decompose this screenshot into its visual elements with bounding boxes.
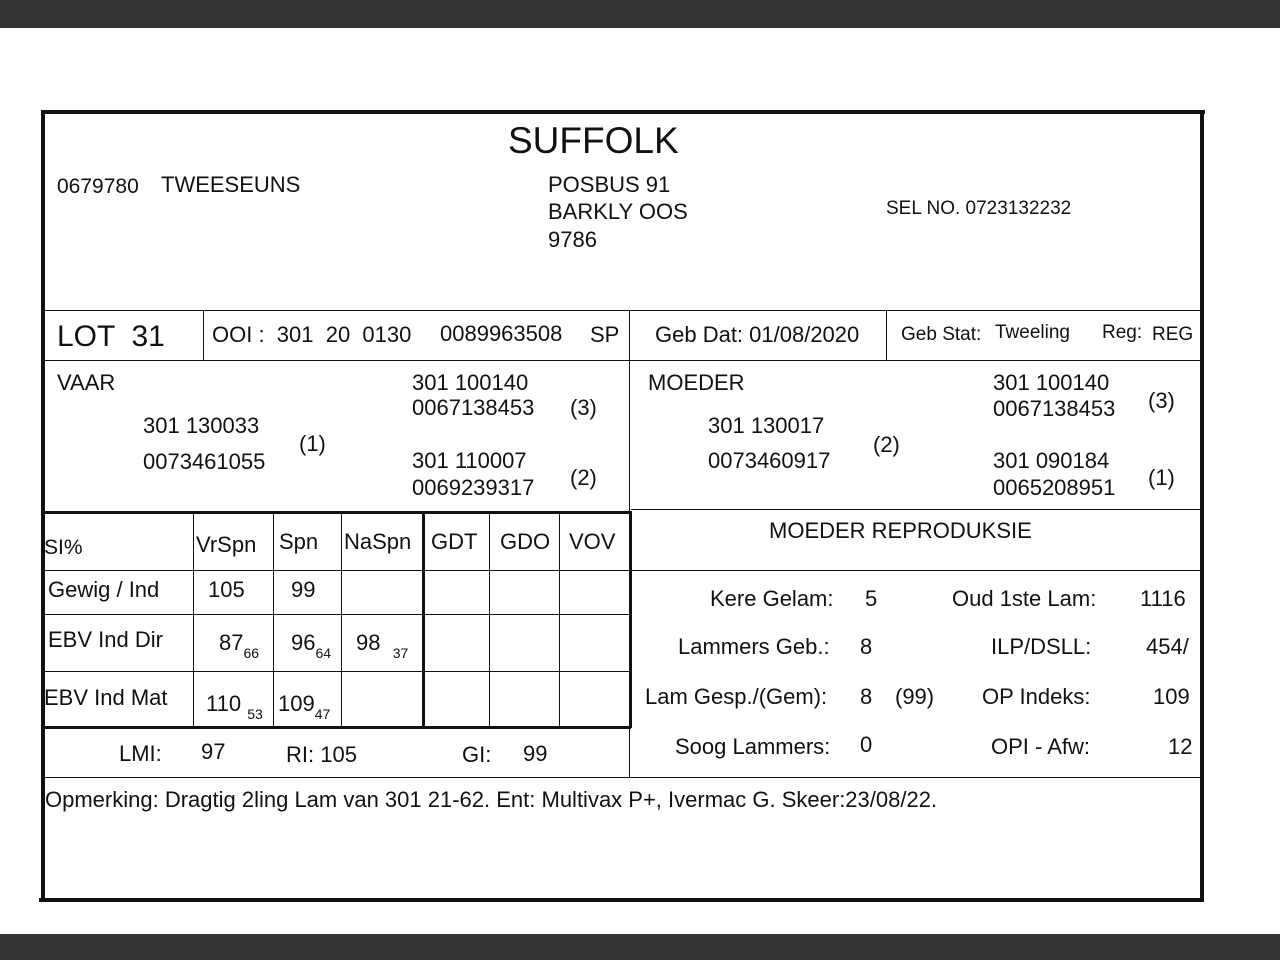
divider — [631, 570, 1200, 571]
accuracy-value: 37 — [392, 645, 409, 661]
bottom-bar — [0, 934, 1280, 960]
sire-id: 301 130033 — [143, 413, 260, 438]
ebv-value: 110 — [206, 691, 242, 716]
accuracy-value: 53 — [247, 706, 263, 722]
owner-name: TWEESEUNS — [161, 172, 301, 197]
address-line: POSBUS 91 — [548, 172, 671, 197]
op-label: OP Indeks: — [982, 684, 1091, 709]
ri-value: RI: 105 — [286, 742, 357, 767]
dam-sire-code: 0067138453 — [993, 396, 1116, 421]
frame-bottom — [39, 898, 1203, 902]
oud-value: 1116 — [1140, 586, 1186, 611]
accuracy-value: 66 — [243, 645, 260, 661]
dam-dam-code: 0065208951 — [993, 475, 1116, 500]
remark: Opmerking: Dragtig 2ling Lam van 301 21-62. Ent: Multivax P+, Ivermac G. Skeer:23/08/22. — [45, 787, 938, 812]
ebv-value: 96 — [291, 630, 316, 655]
op-value: 109 — [1153, 684, 1190, 709]
header-vov: VOV — [569, 529, 616, 554]
lmi-value: 97 — [201, 739, 226, 764]
dam-id: 301 130017 — [708, 413, 825, 438]
ewe-id: OOI : 301 20 0130 — [212, 322, 412, 347]
header-naspn: NaSpn — [344, 529, 412, 554]
owner-number: 0679780 — [57, 175, 139, 198]
header-spn: Spn — [279, 529, 319, 554]
sire-dam-code: 0069239317 — [412, 475, 535, 500]
cell-value — [278, 693, 330, 721]
dam-code: 0073460917 — [708, 448, 831, 473]
repro-title: MOEDER REPRODUKSIE — [769, 518, 1032, 543]
divider — [45, 726, 631, 729]
ewe-flag: SP — [590, 322, 620, 347]
divider — [45, 671, 630, 672]
ilp-value: 454/ — [1146, 634, 1189, 659]
kere-label: Kere Gelam: — [710, 586, 834, 611]
dam-sire-id: 301 100140 — [993, 370, 1110, 395]
sire-dam-id: 301 110007 — [412, 448, 527, 473]
breed-title: SUFFOLK — [508, 120, 679, 161]
header-vrspn: VrSpn — [196, 532, 257, 557]
lot-number: LOT 31 — [57, 320, 165, 353]
gem-value: (99) — [895, 684, 935, 709]
dam-dam-grade: (1) — [1148, 465, 1175, 490]
header-gdt: GDT — [431, 529, 478, 554]
reg-value: REG — [1152, 324, 1194, 345]
divider — [273, 511, 274, 727]
ebv-value: 98 — [356, 630, 381, 655]
birth-date: Geb Dat: 01/08/2020 — [655, 322, 860, 347]
divider — [631, 509, 1200, 510]
divider — [45, 570, 630, 571]
birth-status-label: Geb Stat: — [901, 324, 982, 345]
divider — [203, 310, 204, 360]
dam-sire-grade: (3) — [1148, 388, 1175, 413]
reg-label: Reg: — [1102, 322, 1143, 343]
ebv-value: 87 — [219, 630, 244, 655]
opi-label: OPI - Afw: — [991, 734, 1091, 759]
oud-label: Oud 1ste Lam: — [952, 586, 1097, 611]
divider — [559, 511, 560, 727]
divider — [886, 310, 887, 360]
soog-value: 0 — [860, 732, 873, 757]
lammers-value: 8 — [860, 634, 873, 659]
ewe-code: 0089963508 — [440, 321, 563, 346]
divider — [45, 777, 1200, 778]
cell-value — [206, 693, 263, 721]
gesp-label: Lam Gesp./(Gem): — [645, 684, 828, 709]
dam-title: MOEDER — [648, 370, 745, 395]
sire-title: VAAR — [57, 370, 116, 395]
address-line: BARKLY OOS — [548, 199, 688, 224]
frame-top — [41, 110, 1205, 114]
sire-sire-code: 0067138453 — [412, 395, 535, 420]
divider — [193, 511, 194, 727]
dam-grade: (2) — [873, 432, 900, 457]
opi-value: 12 — [1168, 734, 1193, 759]
header-si: SI% — [44, 536, 83, 559]
gi-label: GI: — [462, 742, 492, 767]
address-line: 9786 — [548, 227, 597, 252]
birth-status: Tweeling — [995, 322, 1070, 343]
gesp-value: 8 — [860, 684, 873, 709]
row-label-ebv-mat: EBV Ind Mat — [44, 685, 168, 710]
divider — [45, 360, 1200, 361]
accuracy-value: 47 — [314, 706, 331, 722]
divider — [422, 511, 425, 728]
frame-right — [1200, 110, 1204, 902]
cell-value — [356, 632, 408, 660]
dam-dam-id: 301 090184 — [993, 448, 1110, 473]
top-bar — [0, 0, 1280, 28]
lammers-label: Lammers Geb.: — [678, 634, 830, 659]
divider — [45, 614, 630, 615]
header-gdo: GDO — [500, 529, 551, 554]
divider — [45, 310, 1200, 311]
gi-value: 99 — [523, 741, 548, 766]
sire-sire-grade: (3) — [570, 395, 597, 420]
soog-label: Soog Lammers: — [675, 734, 831, 759]
cell-number: SEL NO. 0723132232 — [886, 198, 1072, 219]
divider — [629, 511, 632, 728]
cell-value: 99 — [291, 577, 316, 602]
sire-grade: (1) — [299, 431, 326, 456]
accuracy-value: 64 — [315, 645, 332, 661]
cell-value — [291, 632, 331, 660]
cell-value — [219, 632, 259, 660]
frame-left — [41, 110, 45, 902]
row-label-weight: Gewig / Ind — [48, 577, 160, 602]
divider — [341, 511, 342, 727]
lmi-label: LMI: — [119, 741, 162, 766]
divider — [45, 511, 631, 514]
ilp-label: ILP/DSLL: — [991, 634, 1092, 659]
ebv-value: 109 — [278, 691, 315, 716]
sire-sire-id: 301 100140 — [412, 370, 529, 395]
divider — [489, 511, 490, 727]
row-label-ebv-dir: EBV Ind Dir — [48, 627, 163, 652]
sire-dam-grade: (2) — [570, 465, 597, 490]
cell-value: 105 — [208, 577, 245, 602]
sire-code: 0073461055 — [143, 449, 266, 474]
kere-value: 5 — [865, 586, 878, 611]
